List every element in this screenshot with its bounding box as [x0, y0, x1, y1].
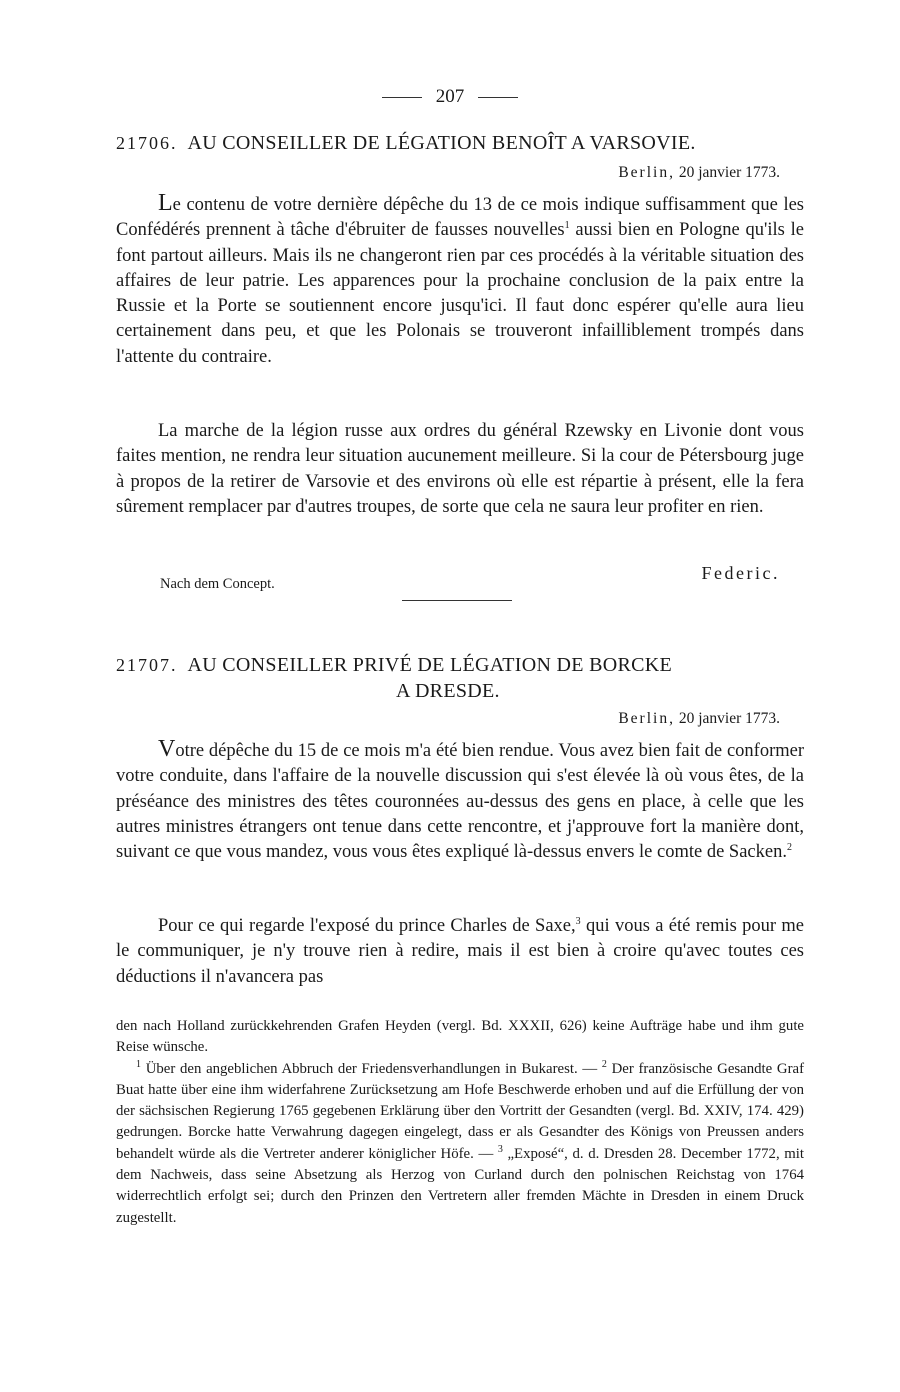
footnote-3: „Exposé“, d. d. Dresden 28. December 1772, mit dem Nachweis, dass seine Absetzung als Herzog von Curland durch den polnischen Reichstag von 1764 widerrechtlich erfolgt sei; durch den Prinzen den Vertretern aller fremden Mächte in Dresden in einem Druck zugestellt.	[116, 1145, 804, 1226]
letter2-date: 20 janvier 1773.	[678, 710, 780, 727]
letter2-p2-a: Pour ce qui regarde l'exposé du prince Charles de Saxe,	[158, 916, 576, 936]
footnote-ref-3: 3	[575, 915, 581, 927]
footnote-carryover: den nach Holland zurückkehrenden Grafen Heyden (vergl. Bd. XXXII, 626) keine Aufträge habe und ihm gute Reise wünsche.	[116, 1018, 804, 1056]
letter1-place: Berlin,	[618, 164, 675, 181]
letter2-paragraph-2	[116, 914, 804, 990]
letter2-paragraph-1	[116, 737, 804, 865]
letter1-p1-text: e contenu de votre dernière dépêche du 13 de ce mois indique suffisamment que les Confédérés prennent à tâche d'ébruiter de fausses nouvelles	[116, 195, 804, 241]
letter1-date: 20 janvier 1773.	[678, 164, 780, 181]
letter2-initial: V	[158, 736, 176, 762]
footnote-2-mark: 2	[601, 1058, 607, 1070]
letter1-heading	[116, 132, 804, 155]
letter1-initial: L	[158, 190, 173, 216]
letter2-p2-b: qui vous a été remis pour me le communiquer, je n'y trouve rien à redire, mais il est bien à croire qu'avec toutes ces déductions il n'avancera pas	[116, 916, 805, 987]
footnote-ref-2: 2	[786, 842, 792, 854]
footnote-1: Über den angeblichen Abbruch der Friedensverhandlungen in Bukarest. —	[141, 1060, 602, 1077]
letter2-number: 21707.	[116, 655, 178, 675]
letter1-title: AU CONSEILLER DE LÉGATION BENOÎT A VARSOVIE.	[187, 132, 696, 154]
letter1-dateline	[618, 164, 780, 182]
footnote-1-mark: 1	[136, 1058, 141, 1070]
letter1-source: Nach dem Concept.	[160, 576, 275, 592]
letter1-paragraph-1	[116, 191, 804, 370]
page-header	[0, 86, 900, 108]
letter2-heading	[116, 654, 804, 677]
letter1-p1-rest: aussi bien en Pologne qu'ils le font partout ailleurs. Mais ils ne changeront rien par ces procédés à la véritable situation des affaires de leur patrie. Les apparences pour la prochaine conclusion de la paix entre la Russie et la Porte se soutiennent encore jusqu'ici. Il faut donc espérer qu'elle aura lieu certainement dans peu, et que les Polonais se trouveront infailliblement trompés dans l'attente du contraire.	[116, 220, 804, 367]
footnote-3-mark: 3	[497, 1143, 503, 1155]
footnote-2: Der französische Gesandte Graf Buat hatte über eine ihm widerfahrene Zurücksetzung am Hofe Beschwerde erhoben und auf die Erfüllung der von der sächsischen Regierung 1765 gegebenen Erklärung über den Vortritt der Gesandten (vergl. Bd. XXIV, 174. 429) gedrungen. Borcke hatte Verwahrung dagegen eingelegt, dass er als Gesandter des Königs von Preussen anders behandelt würde als die Vertreter anderer königlicher Höfe. —	[116, 1060, 805, 1162]
letter2-heading-line2: A DRESDE.	[396, 680, 500, 702]
letter1-number: 21706.	[116, 133, 178, 153]
section-divider	[402, 600, 512, 601]
page-number: 207	[435, 86, 465, 107]
letter2-place: Berlin,	[618, 710, 675, 727]
header-dash-left	[382, 97, 422, 98]
footnote-ref-1: 1	[564, 220, 570, 232]
footnote-block	[116, 1059, 804, 1229]
footnotes	[116, 1016, 804, 1229]
letter1-signature: Federic.	[701, 563, 780, 583]
header-dash-right	[478, 97, 518, 98]
letter2-title-line1: AU CONSEILLER PRIVÉ DE LÉGATION DE BORCKE	[187, 654, 672, 676]
letter2-dateline	[618, 710, 780, 728]
letter1-paragraph-2: La marche de la légion russe aux ordres du général Rzewsky en Livonie dont vous faites mention, ne rendra leur situation aucunement meilleure. Si la cour de Pétersbourg juge à propos de la retirer de Varsovie et des environs où elle est répartie à présent, elle la fera sûrement remplacer par d'autres troupes, de sorte que cela ne saura leur profiter en rien.	[116, 421, 804, 517]
letter2-p1-text: otre dépêche du 15 de ce mois m'a été bien rendue. Vous avez bien fait de conformer votre conduite, dans l'affaire de la nouvelle discussion qui s'est élevée là où vous êtes, de la préséance des ministres des têtes couronnées au-dessus des gens en place, à celle que les autres ministres étrangers ont tenue dans cette rencontre, et j'approuve fort la manière dont, suivant ce que vous mandez, vous vous êtes expliqué là-dessus envers le comte de Sacken.	[116, 741, 804, 863]
